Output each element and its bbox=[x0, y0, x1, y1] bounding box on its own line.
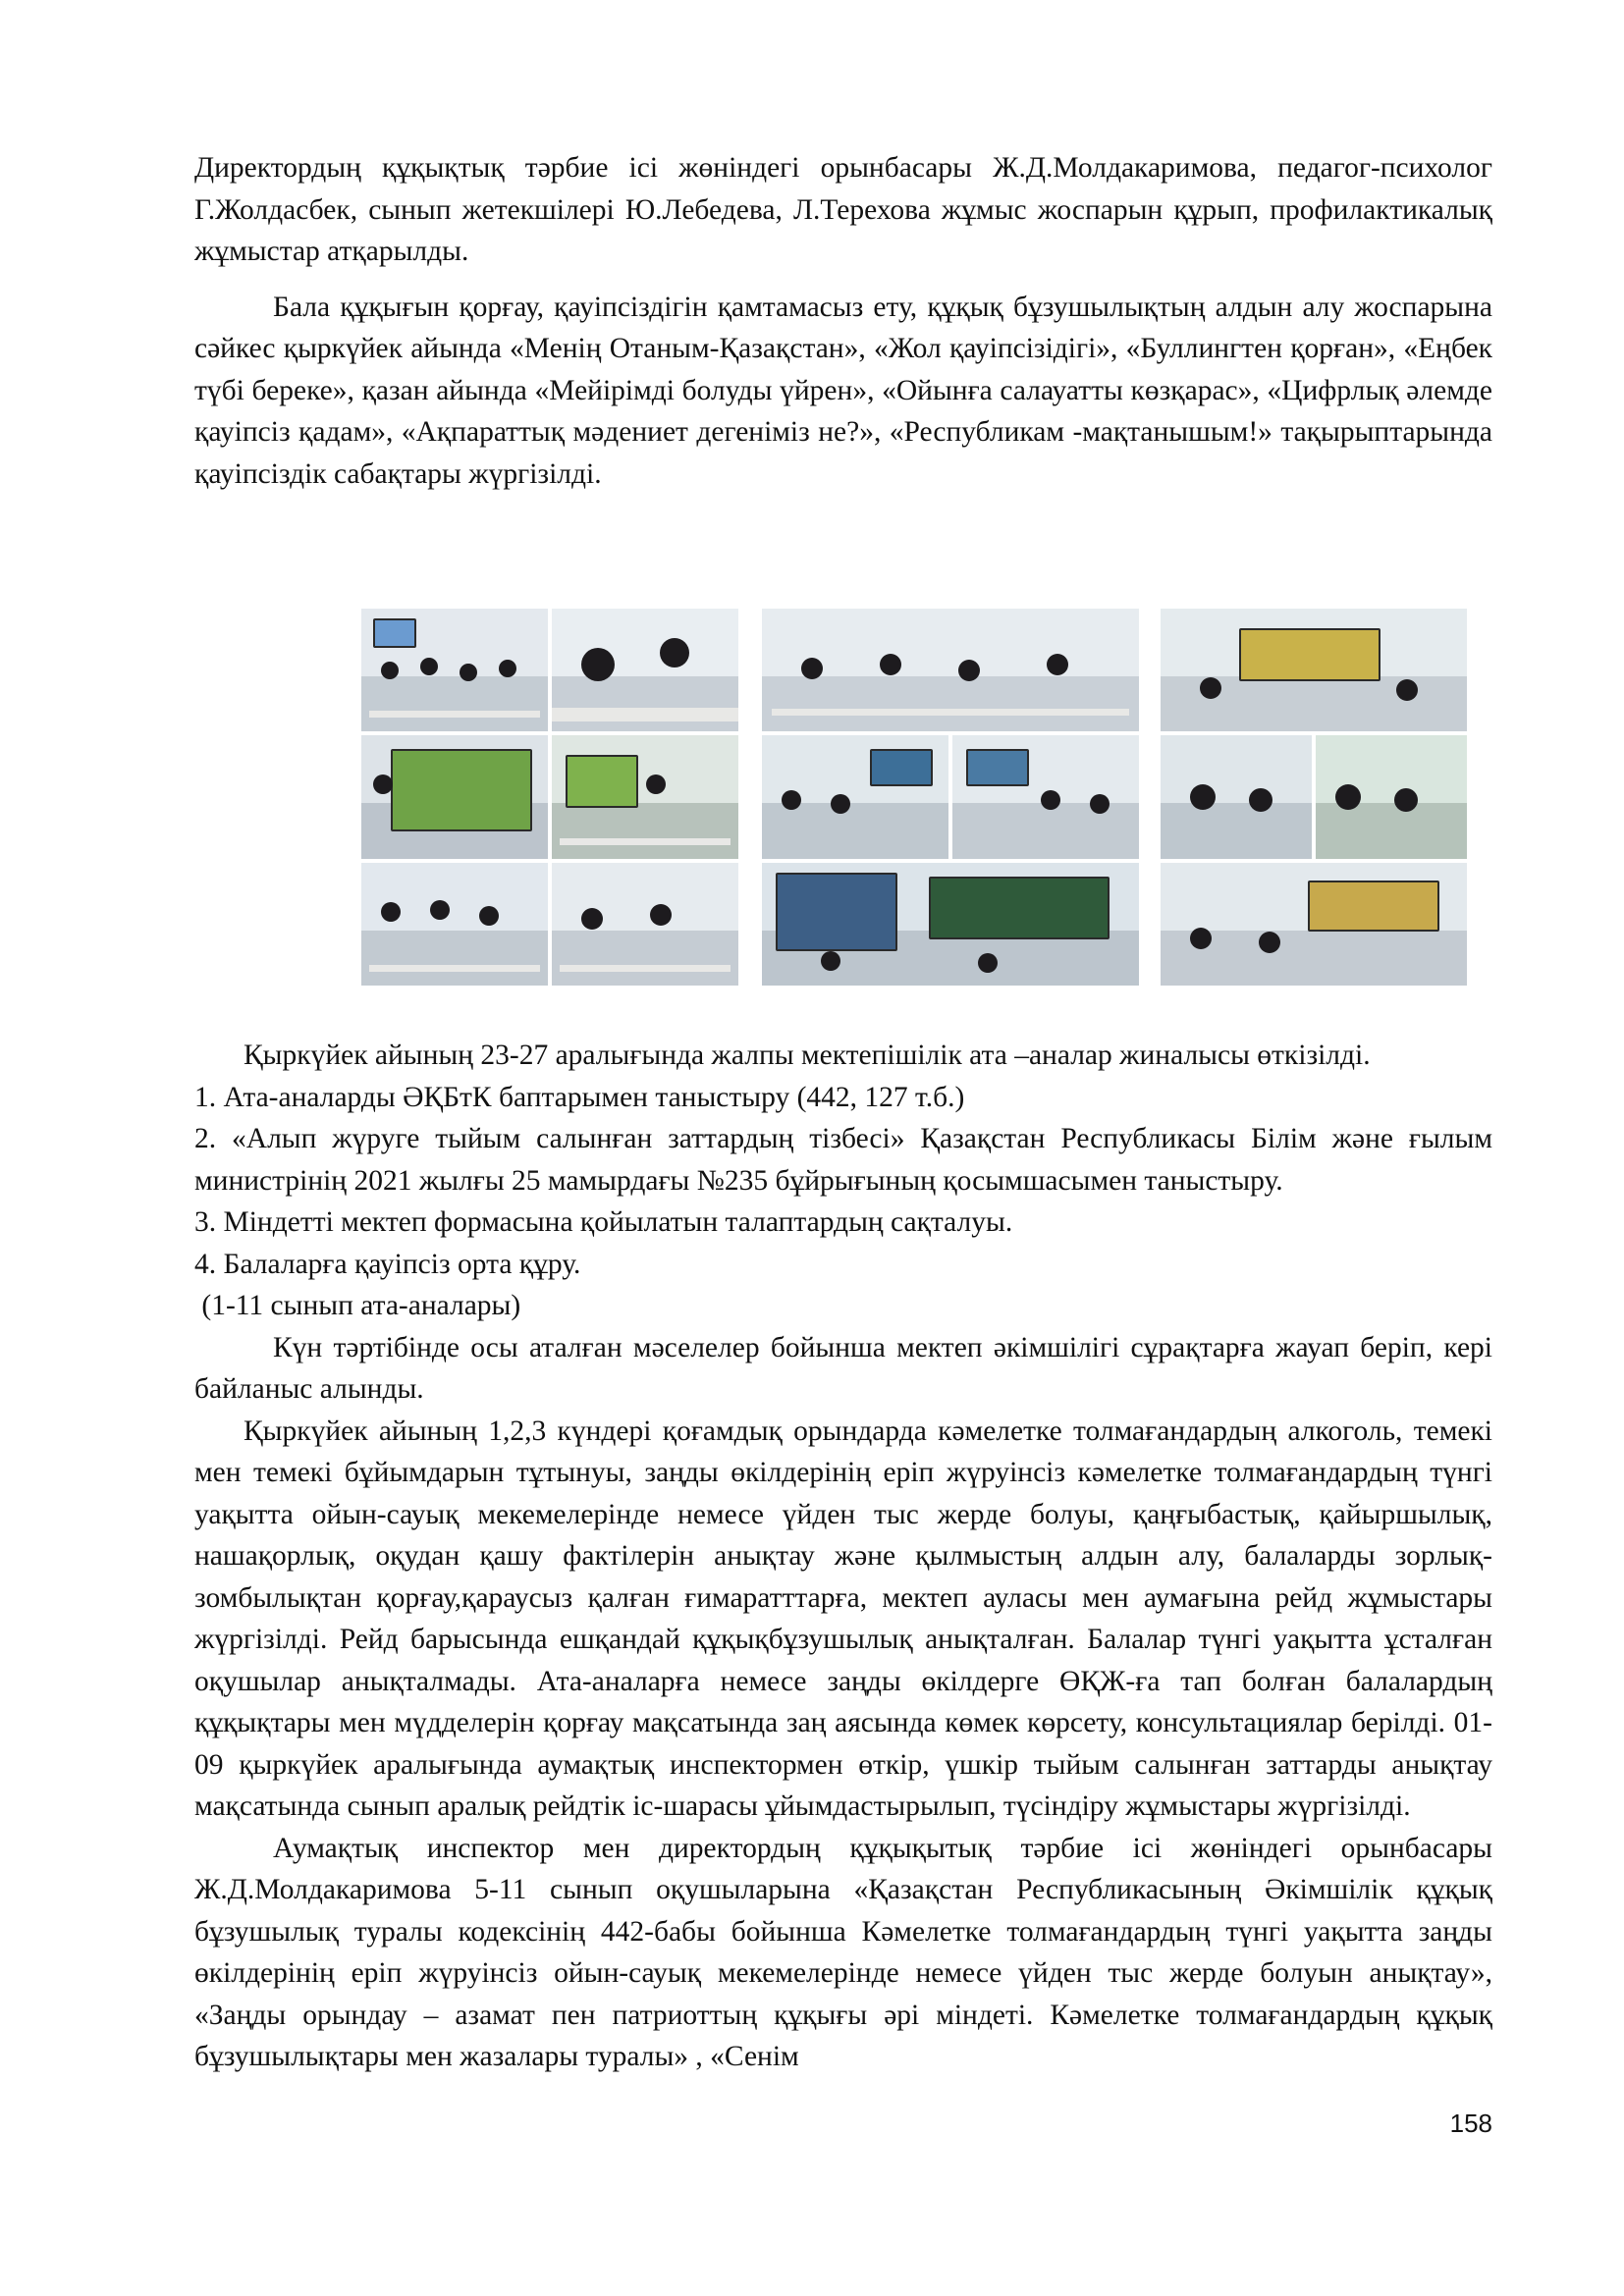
photo-collages bbox=[0, 609, 1624, 991]
classroom-photo bbox=[361, 609, 548, 731]
meeting-item-3: 3. Міндетті мектеп формасына қойылатын талаптардың сақталуы. bbox=[194, 1206, 1013, 1238]
photo-collage-left bbox=[361, 609, 738, 986]
paragraph-inspector: Аумақтық инспектор мен директордың құқықытық тәрбие ісі жөніндегі орынбасары Ж.Д.Молдакаримова 5-11 сынып оқушыларына «Қазақстан Республикасының Әкімшілік құқық бұзушылық туралы кодексінің 442-бабы бойынша Кәмелетке толмағандардың түнгі уақытта заңды өкілдерінің еріп жүруінсіз ойын-сауық мекемелерінде немесе үйден тыс жерде болуын анықтау», «Заңды орындау – азамат пен патриоттың құқығы әрі міндеті. Кәмелетке толмағандардың құқық бұзушылықтары мен жазалары туралы» , «Сенім bbox=[194, 1832, 1492, 2072]
classroom-photo bbox=[1161, 735, 1312, 858]
paragraph-safety-lessons: Бала құқығын қорғау, қауіпсіздігін қамтамасыз ету, құқық бұзушылықтың алдын алу жоспарына сәйкес қыркүйек айында «Менің Отаным-Қазақстан», «Жол қауіпсізідігі», «Буллингтен қорған», «Еңбек түбі береке», қазан айында «Мейірімді болуды үйрен», «Ойынға салауатты көзқарас», «Цифрлық әлемде қауіпсіз қадам», «Ақпараттық мәдениет дегеніміз не?», «Республикам -мақтанышым!» тақырыптарында қауіпсіздік сабақтары жүргізілді. bbox=[194, 291, 1492, 490]
classroom-photo bbox=[552, 735, 738, 858]
classroom-photo bbox=[552, 609, 738, 731]
classroom-photo bbox=[762, 609, 1139, 731]
classroom-photo bbox=[952, 735, 1139, 858]
text-block-meeting bbox=[194, 1035, 1492, 2078]
meeting-item-1: 1. Ата-аналарды ӘҚБтК баптарымен таныстыру (442, 127 т.б.) bbox=[194, 1081, 965, 1113]
classroom-photo bbox=[361, 863, 548, 986]
classroom-photo bbox=[762, 735, 948, 858]
paragraph-raids: Қыркүйек айының 1,2,3 күндері қоғамдық орындарда кәмелетке толмағандардың алкоголь, темекі мен темекі бұйымдарын тұтынуы, заңды өкілдерінің еріп жүруінсіз кәмелетке толмағандардың түнгі уақытта ойын-сауық мекемелерінде немесе үйден тыс жерде болуы, қаңғыбастық, қайыршылық, нашақорлық, оқудан қашу фактілерін анықтау және қылмыстың алдын алу, балаларды зорлық-зомбылықтан қорғау,қараусыз қалған ғимаратттарға, мектеп ауласы мен аумағына рейд жұмыстары жүргізілді. Рейд барысында ешқандай құқықбұзушылық анықталған. Балалар түнгі уақытта ұсталған оқушылар анықталмады. Ата-аналарға немесе заңды өкілдерге ӨҚЖ-ға тап болған балалардың құқықтары мен мүдделерін қорғау мақсатында заң аясында көмек көрсету, консультациялар берілді. 01-09 қыркүйек аралығында аумақтық инспектормен өткір, үшкір тыйым салынған заттарды анықтау мақсатында сынып аралық рейдтік іс-шарасы ұйымдастырылып, түсіндіру жұмыстары жүргізілді. bbox=[194, 1415, 1492, 1822]
photo-collage-right bbox=[1161, 609, 1467, 986]
classroom-photo bbox=[762, 863, 1139, 986]
text-block-top bbox=[194, 147, 1492, 495]
classroom-photo bbox=[1316, 735, 1467, 858]
meeting-item-2: 2. «Алып жүруге тыйым салынған заттардың тізбесі» Қазақстан Республикасы Білім және ғылым министрінің 2021 жылғы 25 мамырдағы №235 бұйрығының қосымшасымен таныстыру. bbox=[194, 1123, 1492, 1197]
meeting-audience: (1-11 сынып ата-аналары) bbox=[194, 1290, 521, 1321]
meeting-item-4: 4. Балаларға қауіпсіз орта құру. bbox=[194, 1248, 581, 1280]
classroom-photo bbox=[1161, 609, 1467, 731]
meeting-intro: Қыркүйек айының 23-27 аралығында жалпы мектепішілік ата –аналар жиналысы өткізілді. bbox=[244, 1040, 1371, 1071]
classroom-photo bbox=[552, 863, 738, 986]
classroom-photo bbox=[361, 735, 548, 858]
page-number: 158 bbox=[1449, 2109, 1492, 2138]
paragraph-feedback: Күн тәртібінде осы аталған мәселелер бойынша мектеп әкімшілігі сұрақтарға жауап беріп, кері байланыс алынды. bbox=[194, 1331, 1492, 1405]
classroom-photo bbox=[1161, 863, 1467, 986]
photo-collage-middle bbox=[762, 609, 1139, 986]
paragraph-staff: Директордың құқықтық тәрбие ісі жөніндегі орынбасары Ж.Д.Молдакаримова, педагог-психолог Г.Жолдасбек, сынып жетекшілері Ю.Лебедева, Л.Терехова жұмыс жоспарын құрып, профилактикалық жұмыстар атқарылды. bbox=[194, 152, 1492, 267]
